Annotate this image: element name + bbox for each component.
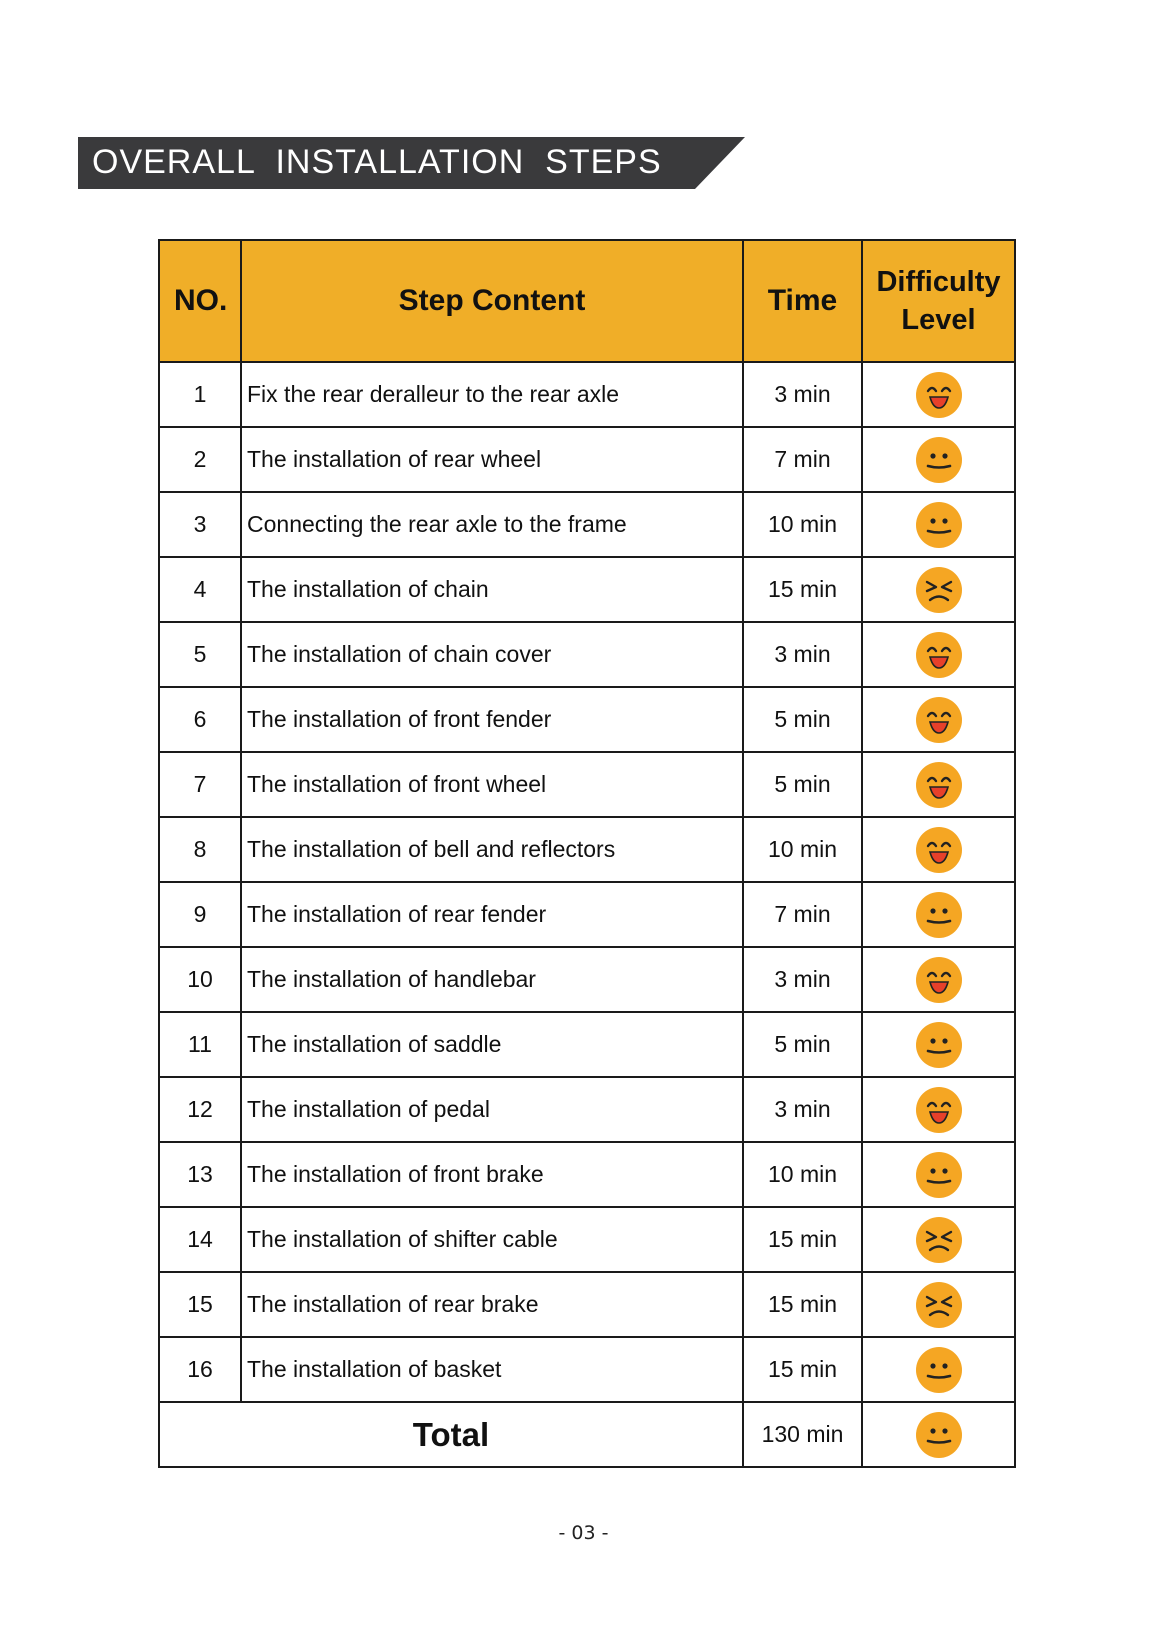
easy-face-icon	[914, 705, 964, 731]
installation-steps-table	[158, 239, 1016, 1468]
table-row	[159, 622, 1015, 687]
section-title: OVERALL INSTALLATION STEPS	[92, 143, 662, 181]
table-row	[159, 1077, 1015, 1142]
step-content: Fix the rear deralleur to the rear axle	[241, 362, 743, 427]
difficulty-cell	[862, 557, 1015, 622]
step-content: The installation of rear fender	[241, 882, 743, 947]
step-content: The installation of front brake	[241, 1142, 743, 1207]
difficulty-cell	[862, 687, 1015, 752]
hard-face-icon	[914, 1290, 964, 1316]
header-difficulty	[862, 240, 1015, 362]
step-number: 16	[159, 1337, 241, 1402]
medium-face-icon	[914, 445, 964, 471]
step-number: 1	[159, 362, 241, 427]
step-time: 5 min	[743, 687, 862, 752]
difficulty-cell	[862, 947, 1015, 1012]
step-number: 7	[159, 752, 241, 817]
step-content: The installation of bell and reflectors	[241, 817, 743, 882]
step-time: 10 min	[743, 817, 862, 882]
step-time: 15 min	[743, 557, 862, 622]
step-number: 6	[159, 687, 241, 752]
step-time: 7 min	[743, 427, 862, 492]
easy-face-icon	[914, 380, 964, 406]
total-label: Total	[159, 1402, 743, 1467]
step-number: 3	[159, 492, 241, 557]
step-time: 3 min	[743, 362, 862, 427]
easy-face-icon	[914, 835, 964, 861]
step-content: The installation of chain	[241, 557, 743, 622]
hard-face-icon	[914, 575, 964, 601]
step-time: 5 min	[743, 1012, 862, 1077]
step-time: 10 min	[743, 1142, 862, 1207]
table-row	[159, 947, 1015, 1012]
medium-face-icon	[914, 900, 964, 926]
step-time: 15 min	[743, 1207, 862, 1272]
medium-face-icon	[914, 510, 964, 536]
difficulty-cell	[862, 1337, 1015, 1402]
step-time: 15 min	[743, 1272, 862, 1337]
step-time: 10 min	[743, 492, 862, 557]
total-time: 130 min	[743, 1402, 862, 1467]
step-time: 7 min	[743, 882, 862, 947]
difficulty-cell	[862, 1402, 1015, 1467]
step-number: 14	[159, 1207, 241, 1272]
step-number: 4	[159, 557, 241, 622]
header-difficulty-line2: Level	[901, 304, 976, 336]
header-difficulty-line1: Difficulty	[876, 266, 1001, 298]
step-number: 2	[159, 427, 241, 492]
step-content: The installation of rear brake	[241, 1272, 743, 1337]
step-content: The installation of front fender	[241, 687, 743, 752]
step-content: The installation of handlebar	[241, 947, 743, 1012]
step-content: The installation of front wheel	[241, 752, 743, 817]
table-row	[159, 362, 1015, 427]
step-content: The installation of pedal	[241, 1077, 743, 1142]
table-row	[159, 427, 1015, 492]
header-time: Time	[743, 240, 862, 362]
total-row	[159, 1402, 1015, 1467]
step-number: 12	[159, 1077, 241, 1142]
difficulty-cell	[862, 1077, 1015, 1142]
table-header-row	[159, 240, 1015, 362]
step-time: 15 min	[743, 1337, 862, 1402]
table-row	[159, 752, 1015, 817]
table-row	[159, 1337, 1015, 1402]
page-number: - 03 -	[558, 1522, 609, 1544]
step-time: 3 min	[743, 622, 862, 687]
step-time: 5 min	[743, 752, 862, 817]
medium-face-icon	[914, 1030, 964, 1056]
step-time: 3 min	[743, 947, 862, 1012]
difficulty-cell	[862, 1207, 1015, 1272]
step-number: 9	[159, 882, 241, 947]
medium-face-icon	[914, 1355, 964, 1381]
step-content: Connecting the rear axle to the frame	[241, 492, 743, 557]
step-number: 8	[159, 817, 241, 882]
easy-face-icon	[914, 965, 964, 991]
difficulty-cell	[862, 427, 1015, 492]
step-content: The installation of shifter cable	[241, 1207, 743, 1272]
header-no: NO.	[159, 240, 241, 362]
difficulty-cell	[862, 362, 1015, 427]
table-row	[159, 1012, 1015, 1077]
step-time: 3 min	[743, 1077, 862, 1142]
table-row	[159, 557, 1015, 622]
step-content: The installation of chain cover	[241, 622, 743, 687]
step-number: 10	[159, 947, 241, 1012]
step-content: The installation of saddle	[241, 1012, 743, 1077]
difficulty-cell	[862, 622, 1015, 687]
table-row	[159, 1142, 1015, 1207]
difficulty-cell	[862, 752, 1015, 817]
table-row	[159, 1207, 1015, 1272]
step-number: 5	[159, 622, 241, 687]
step-number: 11	[159, 1012, 241, 1077]
medium-face-icon	[914, 1160, 964, 1186]
difficulty-cell	[862, 1012, 1015, 1077]
difficulty-cell	[862, 492, 1015, 557]
table-row	[159, 817, 1015, 882]
easy-face-icon	[914, 640, 964, 666]
section-banner	[78, 137, 745, 189]
table-row	[159, 1272, 1015, 1337]
step-number: 15	[159, 1272, 241, 1337]
easy-face-icon	[914, 1095, 964, 1121]
table-row	[159, 687, 1015, 752]
step-content: The installation of basket	[241, 1337, 743, 1402]
table-row	[159, 492, 1015, 557]
easy-face-icon	[914, 770, 964, 796]
hard-face-icon	[914, 1225, 964, 1251]
medium-face-icon	[914, 1420, 964, 1446]
difficulty-cell	[862, 882, 1015, 947]
step-number: 13	[159, 1142, 241, 1207]
difficulty-cell	[862, 1272, 1015, 1337]
difficulty-cell	[862, 817, 1015, 882]
header-step-content: Step Content	[241, 240, 743, 362]
table-row	[159, 882, 1015, 947]
difficulty-cell	[862, 1142, 1015, 1207]
step-content: The installation of rear wheel	[241, 427, 743, 492]
